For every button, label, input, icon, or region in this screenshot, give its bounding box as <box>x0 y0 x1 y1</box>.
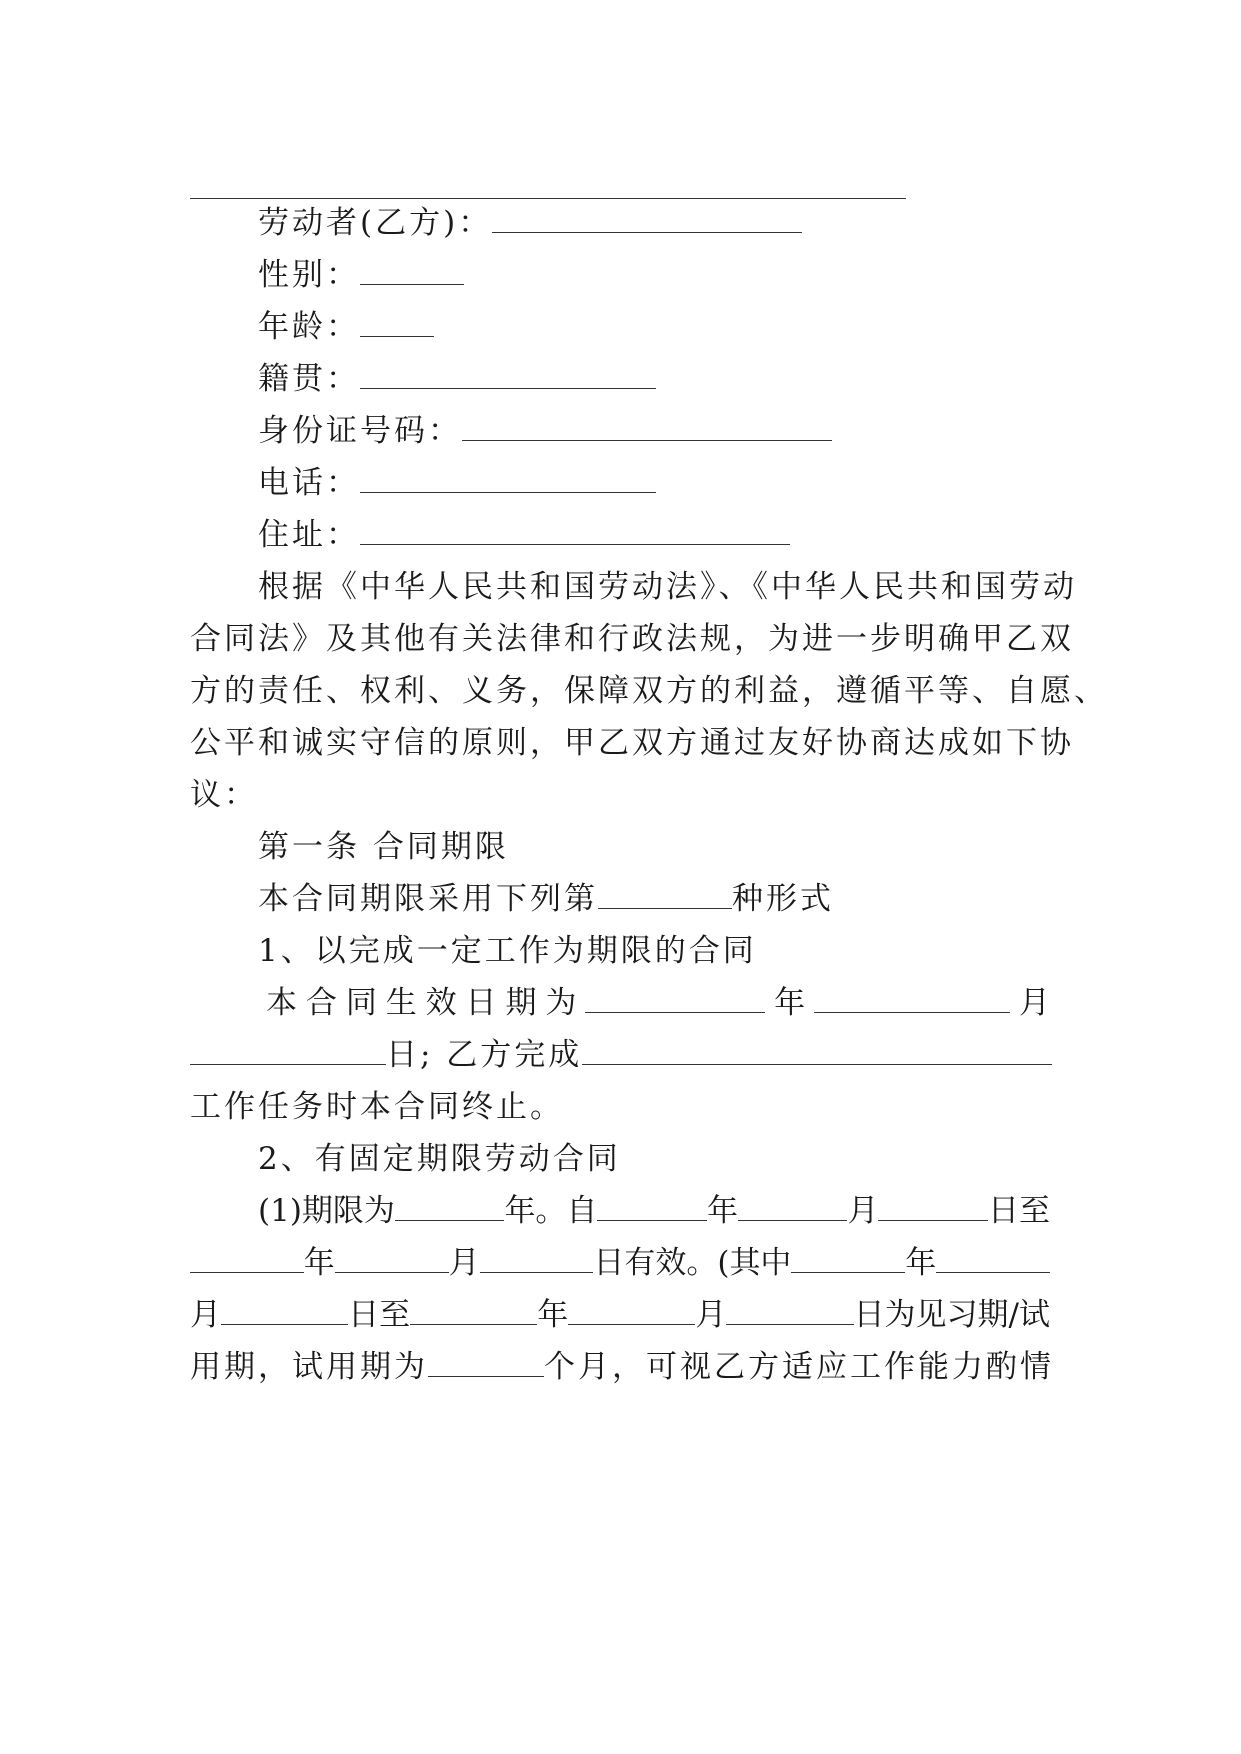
term-text: 年 <box>905 1245 937 1281</box>
intro-line-5: 议： <box>190 777 258 813</box>
intro-line-3: 方的责任、权利、义务，保障双方的利益，遵循平等、自愿、 <box>190 673 1108 709</box>
probation-start-month-blank[interactable] <box>936 1244 1050 1273</box>
task-blank[interactable] <box>582 1036 1052 1065</box>
probation-end-year-blank[interactable] <box>410 1296 537 1325</box>
intro-line-4: 公平和诚实守信的原则，甲乙双方通过友好协商达成如下协 <box>190 725 1074 761</box>
intro-line-2: 合同法》及其他有关法律和行政法规，为进一步明确甲乙双 <box>190 621 1074 657</box>
start-day-blank[interactable] <box>878 1192 988 1221</box>
year-text: 年 <box>774 985 806 1021</box>
id-number-blank[interactable] <box>462 412 832 441</box>
effective-char: 期 <box>505 985 537 1021</box>
age-blank[interactable] <box>360 308 434 337</box>
term-years-blank[interactable] <box>395 1192 505 1221</box>
start-year-blank[interactable] <box>597 1192 707 1221</box>
probation-start-day-blank[interactable] <box>221 1296 348 1325</box>
native-place-blank[interactable] <box>360 360 656 389</box>
contract-form-blank[interactable] <box>598 880 732 909</box>
day-finish-text: 日; 乙方完成 <box>386 1037 583 1073</box>
term-text: 月 <box>695 1297 727 1333</box>
term-text: 个月，可视乙方适应工作能力酌情 <box>544 1349 1054 1385</box>
term-text: 年 <box>537 1297 569 1333</box>
age-label: 年龄： <box>258 309 360 345</box>
finish-task-row <box>190 1035 1050 1075</box>
term-text: (1)期限为 <box>258 1193 395 1229</box>
contract-form-suffix: 种形式 <box>732 881 834 917</box>
worker-label: 劳动者(乙方)： <box>258 205 493 241</box>
effective-char: 为 <box>545 985 577 1021</box>
item-1-heading: 1、以完成一定工作为期限的合同 <box>258 933 757 969</box>
term-text: 月 <box>448 1245 480 1281</box>
term-text: 日为见习期/试 <box>853 1297 1051 1333</box>
term-text: 年。自 <box>504 1193 598 1229</box>
gender-field-row <box>258 255 1050 295</box>
native-place-field-row <box>258 359 1050 399</box>
worker-field-row <box>258 203 1050 243</box>
effective-year-blank[interactable] <box>585 984 765 1013</box>
end-month-blank[interactable] <box>335 1244 449 1273</box>
gender-label: 性别： <box>258 257 360 293</box>
worker-blank[interactable] <box>492 204 802 233</box>
effective-date-row <box>266 983 1050 1023</box>
probation-start-year-blank[interactable] <box>791 1244 905 1273</box>
intro-line-1: 根据《中华人民共和国劳动法》、《中华人民共和国劳动 <box>258 569 1077 605</box>
phone-blank[interactable] <box>360 464 656 493</box>
term-row-3 <box>190 1295 1050 1335</box>
term-text: 用期，试用期为 <box>190 1349 428 1385</box>
term-row-4 <box>190 1347 1054 1387</box>
term-text: 日至 <box>987 1193 1050 1229</box>
end-day-blank[interactable] <box>480 1244 594 1273</box>
address-label: 住址： <box>258 517 360 553</box>
terminate-line: 工作任务时本合同终止。 <box>190 1089 564 1125</box>
phone-label: 电话： <box>258 465 360 501</box>
effective-char: 日 <box>465 985 497 1021</box>
effective-char: 生 <box>385 985 417 1021</box>
term-text: 年 <box>706 1193 738 1229</box>
month-text: 月 <box>1018 985 1050 1021</box>
contract-form-row <box>258 879 1050 919</box>
term-text: 月 <box>847 1193 879 1229</box>
probation-end-day-blank[interactable] <box>726 1296 853 1325</box>
probation-months-blank[interactable] <box>428 1348 544 1377</box>
term-text: 日至 <box>348 1297 411 1333</box>
address-field-row <box>258 515 1050 555</box>
id-number-field-row <box>258 411 1050 451</box>
top-underline <box>190 198 906 199</box>
term-text: 年 <box>303 1245 335 1281</box>
native-place-label: 籍贯： <box>258 361 360 397</box>
end-year-blank[interactable] <box>190 1244 304 1273</box>
article-1-title: 第一条 合同期限 <box>258 829 509 865</box>
effective-day-blank[interactable] <box>190 1036 386 1065</box>
age-field-row <box>258 307 1050 347</box>
effective-char: 同 <box>345 985 377 1021</box>
effective-char: 效 <box>425 985 457 1021</box>
term-row-2 <box>190 1243 1050 1283</box>
effective-month-blank[interactable] <box>814 984 1010 1013</box>
address-blank[interactable] <box>360 516 790 545</box>
effective-char: 本 <box>266 985 297 1021</box>
effective-char: 合 <box>305 985 337 1021</box>
id-number-label: 身份证号码： <box>258 413 462 449</box>
probation-end-month-blank[interactable] <box>568 1296 695 1325</box>
gender-blank[interactable] <box>360 256 464 285</box>
phone-field-row <box>258 463 1050 503</box>
start-month-blank[interactable] <box>738 1192 848 1221</box>
item-2-heading: 2、有固定期限劳动合同 <box>258 1141 621 1177</box>
term-row-1 <box>258 1191 1050 1231</box>
term-text: 日有效。(其中 <box>593 1245 792 1281</box>
term-text: 月 <box>190 1297 221 1333</box>
contract-form-prefix: 本合同期限采用下列第 <box>258 881 598 917</box>
